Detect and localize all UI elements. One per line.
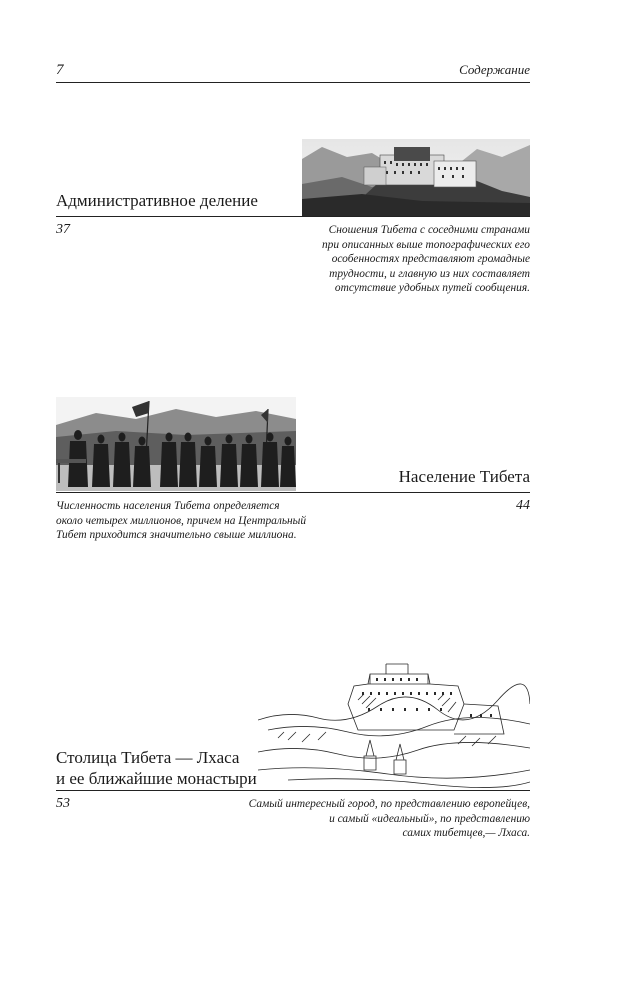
section-rule bbox=[56, 492, 530, 493]
section-rule bbox=[56, 216, 530, 217]
lhasa-sketch bbox=[258, 660, 530, 790]
section-title[interactable]: Столица Тибета — Лхаса и ее ближайшие монастыри bbox=[56, 748, 257, 788]
section-page-number: 44 bbox=[516, 498, 530, 513]
running-title: Содержание bbox=[459, 62, 530, 77]
section-rule bbox=[56, 790, 530, 791]
section-title[interactable]: Население Тибета bbox=[398, 467, 530, 486]
potala-palace-photo bbox=[302, 139, 530, 216]
procession-photo bbox=[56, 397, 296, 491]
section-page-number: 37 bbox=[56, 222, 70, 237]
section-title[interactable]: Административное деление bbox=[56, 191, 258, 210]
section-blurb: Самый интересный город, по представлению европейцев, и самый «идеальный», по представлению самих тибетцев,— Лхаса. bbox=[248, 798, 530, 840]
section-page-number: 53 bbox=[56, 796, 70, 811]
section-blurb: Сношения Тибета с соседними странами при описанных выше топографических его особенностях представляют громадные трудности, и главную из них составляет отсутствие удобных путей сообщения. bbox=[321, 224, 530, 295]
section-blurb: Численность населения Тибета определяется около четырех миллионов, причем на Центральный Тибет приходится значительно свыше миллиона. bbox=[56, 500, 307, 542]
page-number: 7 bbox=[56, 62, 64, 78]
header-rule bbox=[56, 82, 530, 83]
